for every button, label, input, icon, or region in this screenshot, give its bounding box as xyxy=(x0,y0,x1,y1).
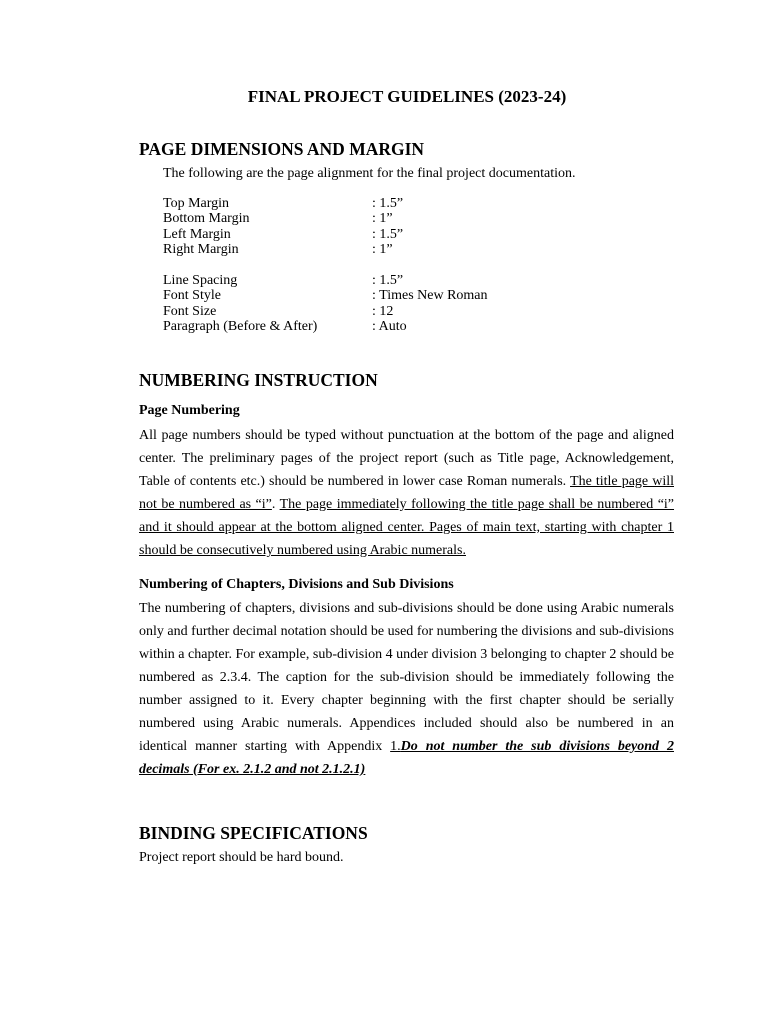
document-title: FINAL PROJECT GUIDELINES (2023-24) xyxy=(247,87,567,106)
binding-heading: BINDING SPECIFICATIONS xyxy=(139,823,368,843)
page-dimensions-intro: The following are the page alignment for the final project documentation. xyxy=(163,166,576,181)
spec-value: : 1” xyxy=(372,241,393,257)
chapters-numbering-paragraph xyxy=(139,597,674,781)
spec-row-bottom-margin xyxy=(163,211,523,226)
appendix-number: 1. xyxy=(390,739,401,754)
formatting-table xyxy=(163,273,523,334)
spec-label: Paragraph (Before & After) xyxy=(163,318,318,334)
spec-value: : Auto xyxy=(372,318,407,334)
chapters-numbering-subheading: Numbering of Chapters, Divisions and Sub Divisions xyxy=(139,577,454,592)
spec-label: Left Margin xyxy=(163,226,231,242)
spec-value: : Times New Roman xyxy=(372,288,488,304)
spec-row-right-margin xyxy=(163,242,523,257)
spec-row-font-size xyxy=(163,304,523,319)
spec-value: : 1.5” xyxy=(372,196,404,211)
spec-label: Line Spacing xyxy=(163,273,238,288)
spec-label: Right Margin xyxy=(163,241,239,257)
chapters-numbering-text: The numbering of chapters, divisions and sub-divisions should be done using Arabic numerals only and further decimal notation should be used for numbering the divisions and sub-divisions within a chapter. For example, sub-division 4 under division 3 belonging to chapter 2 should be numbered as 2.3.4. The caption for the sub-division should be immediately following the number assigned to it. Every chapter beginning with the first chapter should be serially numbered using Arabic numerals. Appendices included should also be numbered in an identical manner starting with Appendix xyxy=(139,601,674,754)
spec-label: Top Margin xyxy=(163,196,230,211)
spec-label: Font Style xyxy=(163,288,221,304)
spec-row-left-margin xyxy=(163,227,523,242)
spec-label: Bottom Margin xyxy=(163,211,250,227)
page-numbering-text: All page numbers should be typed without punctuation at the bottom of the page and aligned center. The preliminary pages of the project report (such as Title page, Acknowledgement, Table of contents etc.) should be numbered in lower case Roman numerals. xyxy=(139,428,674,489)
spec-row-font-style xyxy=(163,288,523,303)
decimal-limit-note: Do not number the sub divisions beyond 2 decimals (For ex. 2.1.2 and not 2.1.2.1) xyxy=(139,739,674,777)
page-numbering-underlined-text: The page immediately following the title page shall be numbered “i” and it should appear at the bottom aligned center. Pages of main text, starting with chapter 1 should be consecutively numbered using Arabic numerals. xyxy=(139,497,675,558)
spec-value: : 1.5” xyxy=(372,273,404,288)
spec-value: : 12 xyxy=(372,303,394,319)
spec-value: : 1.5” xyxy=(372,226,404,242)
spec-value: : 1” xyxy=(372,211,393,227)
margins-table xyxy=(163,196,523,257)
binding-text: Project report should be hard bound. xyxy=(139,850,344,865)
spec-row-paragraph xyxy=(163,319,523,334)
page-numbering-subheading: Page Numbering xyxy=(139,403,240,418)
numbering-heading: NUMBERING INSTRUCTION xyxy=(139,370,378,390)
page-numbering-underlined-text: The title page will not be numbered as “i” xyxy=(139,474,674,512)
page-dimensions-heading: PAGE DIMENSIONS AND MARGIN xyxy=(139,139,425,159)
spec-row-top-margin xyxy=(163,196,523,211)
spec-label: Font Size xyxy=(163,303,217,319)
page-numbering-separator: . xyxy=(271,497,280,512)
page-numbering-paragraph xyxy=(139,424,674,562)
spec-row-line-spacing xyxy=(163,273,523,288)
